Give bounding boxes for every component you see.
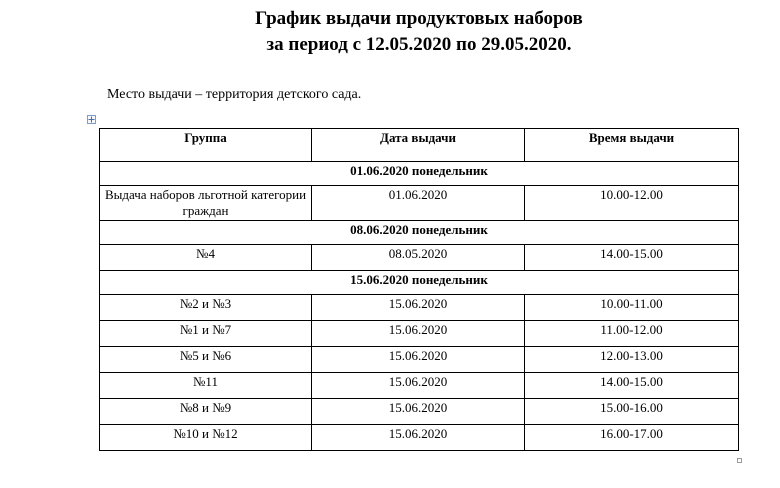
cell-date: 15.06.2020 — [312, 425, 525, 451]
header-date: Дата выдачи — [312, 129, 525, 162]
cell-group: Выдача наборов льготной категории граждан — [100, 186, 312, 221]
cell-group: №10 и №12 — [100, 425, 312, 451]
table-row — [100, 399, 739, 425]
table-row — [100, 321, 739, 347]
cell-date: 15.06.2020 — [312, 321, 525, 347]
cell-group: №2 и №3 — [100, 295, 312, 321]
cell-date: 15.06.2020 — [312, 399, 525, 425]
cell-time: 12.00-13.00 — [525, 347, 739, 373]
cell-group: №4 — [100, 245, 312, 271]
table-row — [100, 245, 739, 271]
date-section-row — [100, 221, 739, 245]
title-line-2: за период с 12.05.2020 по 29.05.2020. — [266, 34, 572, 55]
date-section-label: 01.06.2020 понедельник — [100, 162, 739, 186]
cell-time: 14.00-15.00 — [525, 373, 739, 399]
date-section-row — [100, 162, 739, 186]
cell-group: №5 и №6 — [100, 347, 312, 373]
cell-group: №11 — [100, 373, 312, 399]
table-row — [100, 347, 739, 373]
schedule-table — [99, 128, 739, 451]
table-header-row — [100, 129, 739, 162]
table-row — [100, 295, 739, 321]
header-time: Время выдачи — [525, 129, 739, 162]
cell-date: 15.06.2020 — [312, 295, 525, 321]
cell-date: 08.05.2020 — [312, 245, 525, 271]
distribution-place-text: Место выдачи – территория детского сада. — [107, 87, 362, 102]
cell-time: 16.00-17.00 — [525, 425, 739, 451]
table-row — [100, 373, 739, 399]
header-group: Группа — [100, 129, 312, 162]
table-move-handle-icon[interactable] — [87, 115, 96, 124]
cell-time: 10.00-11.00 — [525, 295, 739, 321]
date-section-label: 08.06.2020 понедельник — [100, 221, 739, 245]
table-row — [100, 186, 739, 221]
date-section-row — [100, 271, 739, 295]
table-row — [100, 425, 739, 451]
cell-time: 10.00-12.00 — [525, 186, 739, 221]
title-line-1: График выдачи продуктовых наборов — [255, 8, 583, 29]
cell-group: №1 и №7 — [100, 321, 312, 347]
cell-date: 15.06.2020 — [312, 347, 525, 373]
cell-group: №8 и №9 — [100, 399, 312, 425]
cell-time: 11.00-12.00 — [525, 321, 739, 347]
date-section-label: 15.06.2020 понедельник — [100, 271, 739, 295]
cell-date: 01.06.2020 — [312, 186, 525, 221]
document-title — [0, 6, 780, 58]
cell-time: 14.00-15.00 — [525, 245, 739, 271]
table-resize-handle[interactable] — [737, 458, 742, 463]
cell-date: 15.06.2020 — [312, 373, 525, 399]
cell-time: 15.00-16.00 — [525, 399, 739, 425]
